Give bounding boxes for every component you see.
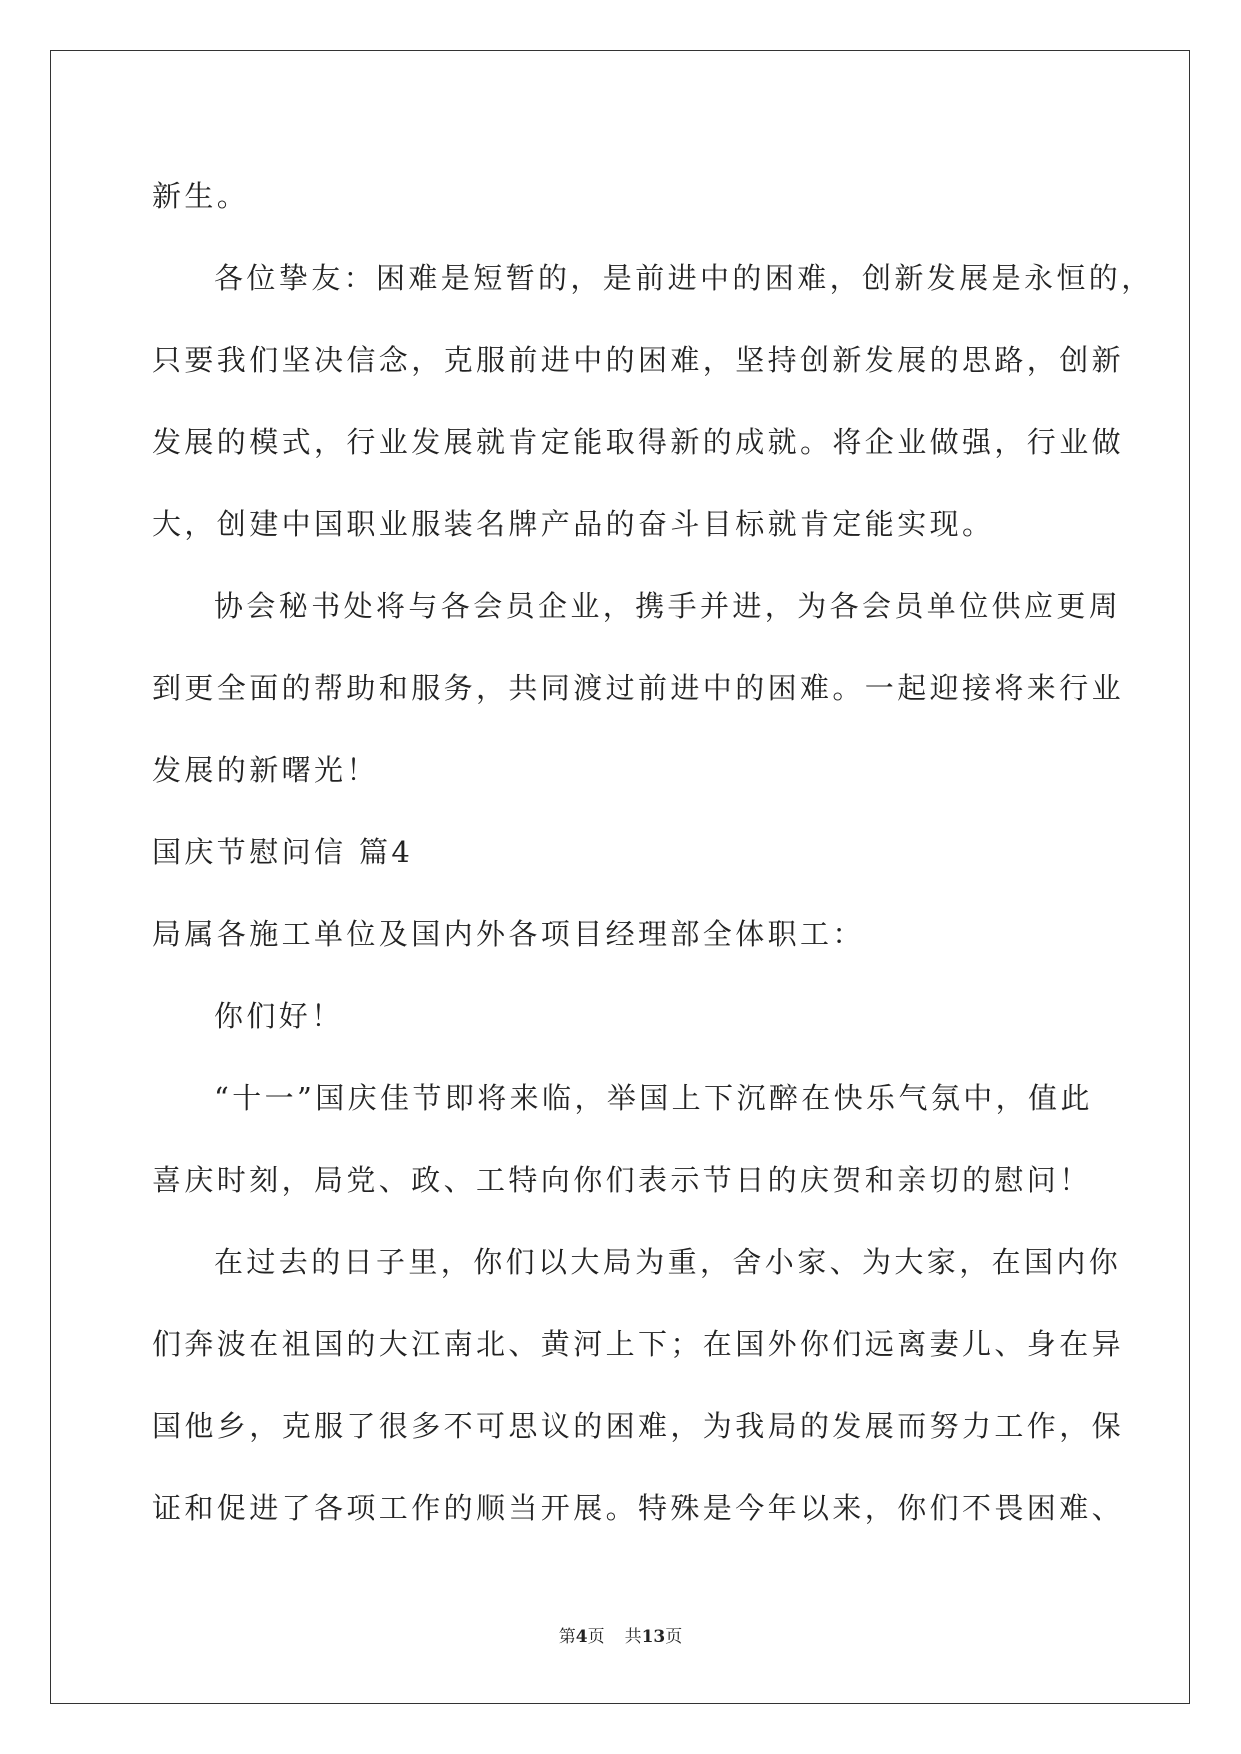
text-line: 发展的新曙光！	[152, 753, 379, 787]
paragraph-start: 各位挚友：困难是短暂的，是前进中的困难，创新发展是永恒的，	[214, 261, 1154, 295]
salutation: 局属各施工单位及国内外各项目经理部全体职工：	[152, 917, 865, 951]
paragraph-start: 协会秘书处将与各会员企业，携手并进，为各会员单位供应更周	[214, 589, 1122, 623]
text-line: 发展的模式，行业发展就肯定能取得新的成就。将企业做强，行业做	[152, 425, 1125, 459]
document-body	[152, 155, 1154, 1549]
text-line: 国他乡，克服了很多不可思议的困难，为我局的发展而努力工作，保	[152, 1409, 1125, 1443]
section-heading: 国庆节慰问信 篇4	[152, 835, 414, 869]
paragraph-start: 在过去的日子里，你们以大局为重，舍小家、为大家，在国内你	[214, 1245, 1122, 1279]
total-prefix: 共	[624, 1627, 642, 1647]
total-pages: 13	[641, 1627, 666, 1647]
text-line: 只要我们坚决信念，克服前进中的困难，坚持创新发展的思路，创新	[152, 343, 1125, 377]
text-line: 喜庆时刻，局党、政、工特向你们表示节日的庆贺和亲切的慰问！	[152, 1163, 1092, 1197]
text-line: 新生。	[152, 179, 250, 213]
page-suffix: 页	[587, 1627, 605, 1647]
text-line: 证和促进了各项工作的顺当开展。特殊是今年以来，你们不畏困难、	[152, 1491, 1125, 1525]
total-suffix: 页	[665, 1627, 683, 1647]
text-line: 们奔波在祖国的大江南北、黄河上下；在国外你们远离妻儿、身在异	[152, 1327, 1125, 1361]
text-line: 到更全面的帮助和服务，共同渡过前进中的困难。一起迎接将来行业	[152, 671, 1125, 705]
greeting: 你们好！	[214, 999, 344, 1033]
page-prefix: 第	[558, 1627, 576, 1647]
paragraph-start: “十一”国庆佳节即将来临，举国上下沉醉在快乐气氛中，值此	[214, 1081, 1093, 1115]
page-number: 4	[575, 1627, 588, 1647]
text-line: 大，创建中国职业服装名牌产品的奋斗目标就肯定能实现。	[152, 507, 995, 541]
page-footer	[0, 1622, 1241, 1647]
